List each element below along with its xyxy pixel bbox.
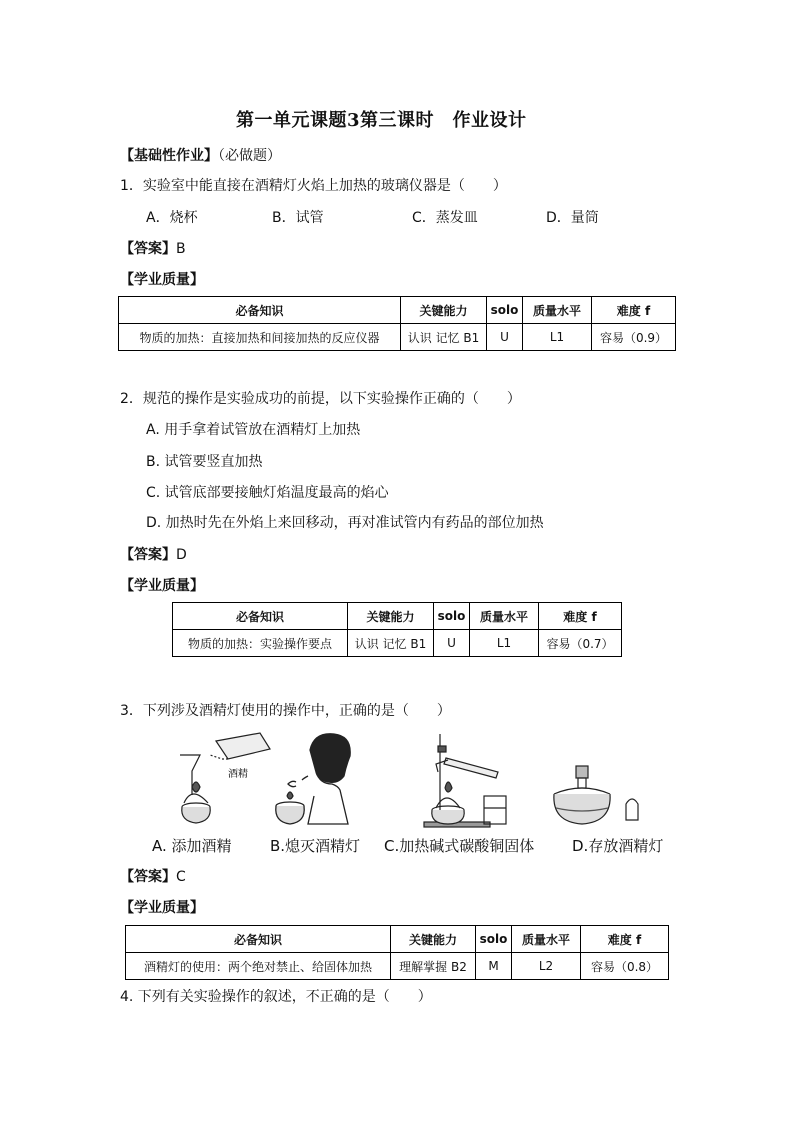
question-3-option-c: C.加热碱式碳酸铜固体 [384,837,535,855]
header-quality-level: 质量水平 [512,926,581,953]
question-1-quality-table [118,296,676,351]
table-row [173,630,622,657]
cell-quality-level: L1 [470,630,539,657]
question-1-stem: 1．实验室中能直接在酒精灯火焰上加热的玻璃仪器是（ ） [120,178,507,194]
cell-ability: 认识 记忆 B1 [348,630,434,657]
question-3-stem: 3．下列涉及酒精灯使用的操作中，正确的是（ ） [120,703,451,719]
table-header-row [126,926,669,953]
question-1-option-d: D．量筒 [546,210,599,226]
quality-label: 【学业质量】 [120,578,204,594]
table-row [126,953,669,980]
question-2-option-b: B. 试管要竖直加热 [146,454,263,470]
question-3-option-d: D.存放酒精灯 [572,837,664,855]
header-ability: 关键能力 [391,926,476,953]
section-heading [120,145,281,165]
cell-solo: M [476,953,512,980]
page-title: 第一单元课题3第三课时 作业设计 [236,110,527,131]
header-knowledge: 必备知识 [173,603,348,630]
header-knowledge: 必备知识 [126,926,391,953]
question-3-quality-label [120,897,204,917]
question-1-answer [120,238,186,258]
quality-label: 【学业质量】 [120,272,204,288]
cell-solo: U [487,324,523,351]
cell-knowledge: 物质的加热：实验操作要点 [173,630,348,657]
header-difficulty: 难度 f [581,926,669,953]
question-3-option-b: B.熄灭酒精灯 [270,837,361,855]
question-2-option-a: A. 用手拿着试管放在酒精灯上加热 [146,422,361,438]
question-1-option-c: C．蒸发皿 [412,210,478,226]
cell-quality-level: L2 [512,953,581,980]
section-heading-label: 【基础性作业】 [120,148,218,164]
question-2-quality-label [120,575,204,595]
question-1-option-a: A．烧杯 [146,210,198,226]
header-difficulty: 难度 f [539,603,622,630]
cell-difficulty: 容易（0.7） [539,630,622,657]
question-1-option-b: B．试管 [272,210,324,226]
table-header-row [119,297,676,324]
question-2-stem: 2．规范的操作是实验成功的前提，以下实验操作正确的（ ） [120,391,521,407]
header-quality-level: 质量水平 [523,297,592,324]
answer-value: B [176,241,186,257]
figure-heating-solid [418,732,528,830]
cell-difficulty: 容易（0.9） [592,324,676,351]
answer-label: 【答案】 [120,547,176,563]
question-2-quality-table [172,602,622,657]
question-2-answer [120,544,187,564]
figure-store-lamp [548,764,648,832]
header-ability: 关键能力 [401,297,487,324]
alcohol-label: 酒精 [228,769,248,780]
answer-value: D [176,547,187,563]
header-knowledge: 必备知识 [119,297,401,324]
question-1-quality-label [120,269,204,289]
cell-knowledge: 物质的加热：直接加热和间接加热的反应仪器 [119,324,401,351]
header-difficulty: 难度 f [592,297,676,324]
answer-label: 【答案】 [120,869,176,885]
header-solo: solo [487,297,523,324]
header-solo: solo [434,603,470,630]
table-row [119,324,676,351]
question-3-quality-table [125,925,669,980]
question-2-option-c: C. 试管底部要接触灯焰温度最高的焰心 [146,485,389,501]
cell-ability: 理解掌握 B2 [391,953,476,980]
question-3-answer [120,866,186,886]
question-4-stem: 4. 下列有关实验操作的叙述，不正确的是（ ） [120,989,432,1005]
cell-difficulty: 容易（0.8） [581,953,669,980]
question-3-option-a: A. 添加酒精 [152,837,232,855]
quality-label: 【学业质量】 [120,900,204,916]
answer-value: C [176,869,186,885]
figure-blow-out-lamp [272,730,372,830]
table-header-row [173,603,622,630]
cell-quality-level: L1 [523,324,592,351]
answer-label: 【答案】 [120,241,176,257]
header-ability: 关键能力 [348,603,434,630]
figure-add-alcohol [170,725,280,827]
header-quality-level: 质量水平 [470,603,539,630]
section-note: （必做题） [218,148,281,164]
question-2-option-d: D. 加热时先在外焰上来回移动，再对准试管内有药品的部位加热 [146,515,544,531]
cell-ability: 认识 记忆 B1 [401,324,487,351]
cell-knowledge: 酒精灯的使用：两个绝对禁止、给固体加热 [126,953,391,980]
header-solo: solo [476,926,512,953]
cell-solo: U [434,630,470,657]
